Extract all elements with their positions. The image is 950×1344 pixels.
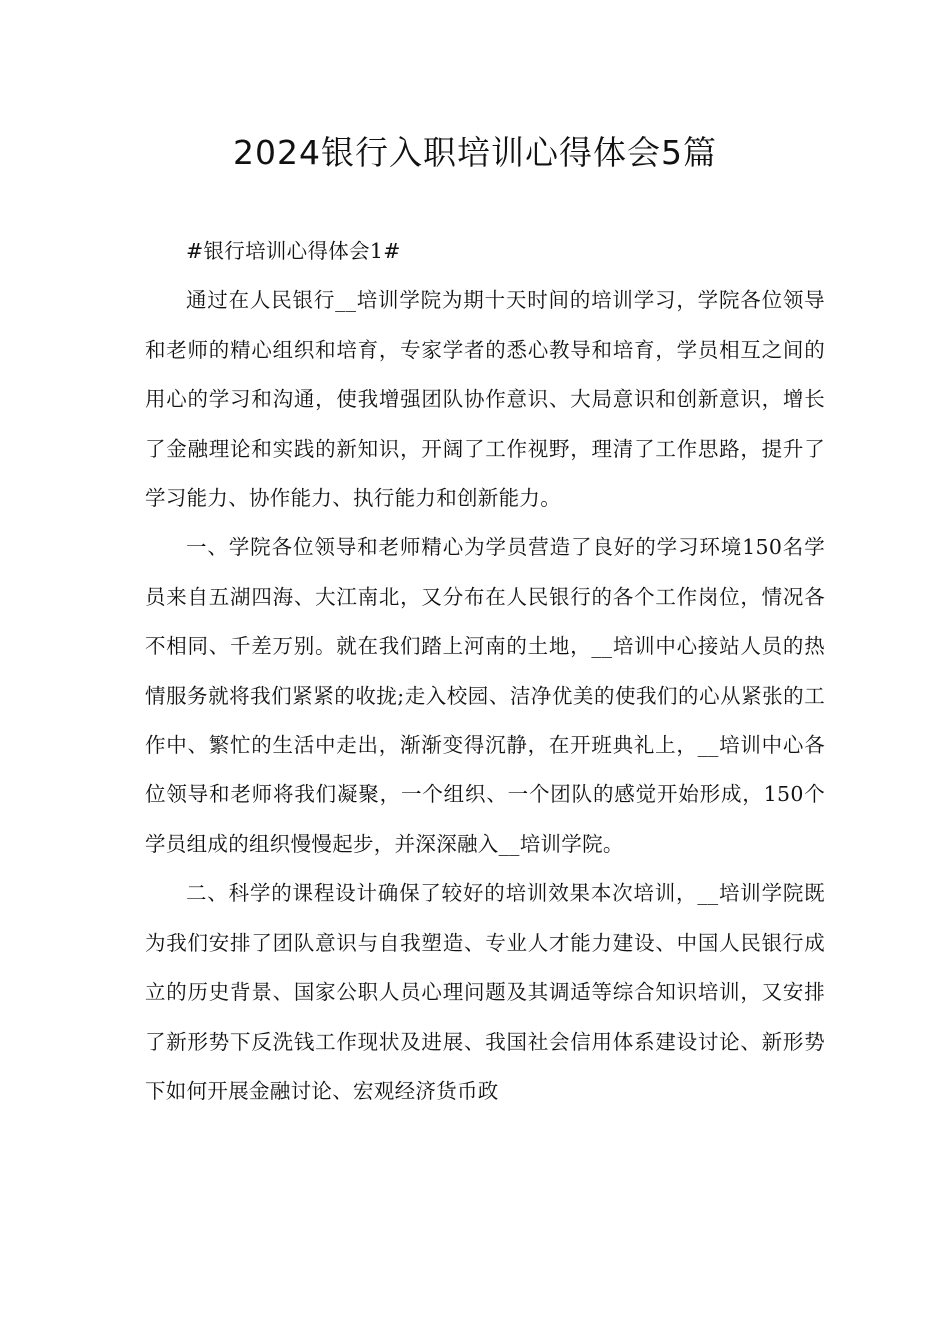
paragraph-two: 二、科学的课程设计确保了较好的培训效果本次培训，__培训学院既为我们安排了团队意识与自我塑造、专业人才能力建设、中国人民银行成立的历史背景、国家公职人员心理问题及其调适等综合知识培训，又安排了新形势下反洗钱工作现状及进展、我国社会信用体系建设讨论、新形势下如何开展金融讨论、宏观经济货币政 bbox=[145, 881, 825, 1103]
section-heading: #银行培训心得体会1# bbox=[186, 239, 401, 263]
paragraph-intro: 通过在人民银行__培训学院为期十天时间的培训学习，学院各位领导和老师的精心组织和培育，专家学者的悉心教导和培育，学员相互之间的用心的学习和沟通，使我增强团队协作意识、大局意识和创新意识，增长了金融理论和实践的新知识，开阔了工作视野，理清了工作思路，提升了学习能力、协作能力、执行能力和创新能力。 bbox=[145, 288, 825, 511]
document-title: 2024银行入职培训心得体会5篇 bbox=[233, 133, 717, 172]
document-body bbox=[145, 227, 825, 1116]
paragraph-one: 一、学院各位领导和老师精心为学员营造了良好的学习环境150名学员来自五湖四海、大江南北，又分布在人民银行的各个工作岗位，情况各不相同、千差万别。就在我们踏上河南的土地，__培训中心接站人员的热情服务就将我们紧紧的收拢;走入校园、洁净优美的使我们的心从紧张的工作中、繁忙的生活中走出，渐渐变得沉静，在开班典礼上，__培训中心各位领导和老师将我们凝聚，一个组织、一个团队的感觉开始形成，150个学员组成的组织慢慢起步，并深深融入__培训学院。 bbox=[145, 535, 825, 856]
